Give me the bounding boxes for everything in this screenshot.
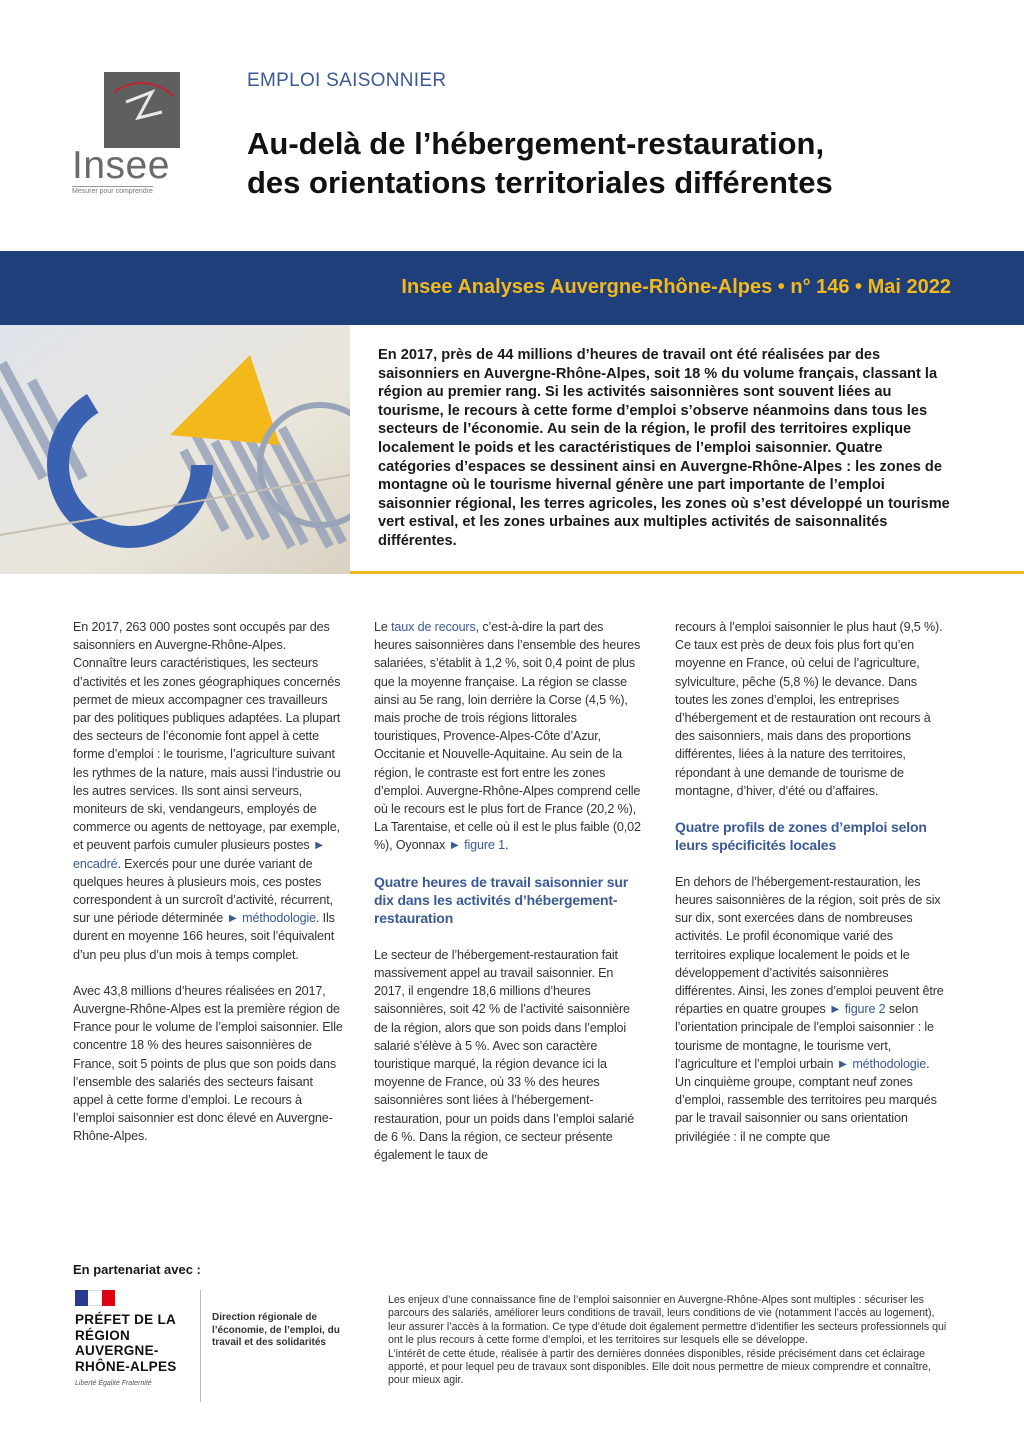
logo-word: Insee xyxy=(72,144,170,187)
text: , c’est-à-dire la part des heures saisonnières dans l’ensemble des heures salariées, s’établit à 1,2 %, soit 0,4 point de plus que la moyenne française. La région se classe ainsi au 5e rang, loin derrière la Corse (4,5 %), mais proche de trois régions littorales touristiques, Provence-Alpes-Côte d’Azur, Occitanie et Nouvelle-Aquitaine. Au sein de la région, le contraste est fort entre les zones d’emploi. Auvergne-Rhône-Alpes comprend celle où le recours est le plus fort de France (20,2 %), La Tarentaise, et celle où il est le plus faible (0,02 %), Oyonnax xyxy=(374,620,641,853)
figure-1-link[interactable]: ► figure 1 xyxy=(448,838,505,853)
paragraph: Avec 43,8 millions d’heures réalisées en 2017, Auvergne-Rhône-Alpes est la première région de France pour le volume de l’emploi saisonnier. Elle concentre 18 % des heures saisonnières de France, soit 5 points de plus que son poids dans l’ensemble des salariés des secteurs faisant appel à cette forme d’emploi. Le recours à l’emploi saisonnier est donc élevé en Auvergne-Rhône-Alpes. xyxy=(73,983,343,1144)
body-column-2 xyxy=(374,618,644,1182)
insee-logo xyxy=(72,72,180,196)
publication-reference: Insee Analyses Auvergne-Rhône-Alpes • n° 146 • Mai 2022 xyxy=(401,276,951,298)
body-column-1 xyxy=(73,618,343,1164)
paragraph: recours à l’emploi saisonnier le plus haut (9,5 %). Ce taux est près de deux fois plus fort qu’en moyenne en France, où celui de l’agriculture, sylviculture, pêche (5,8 %) le devance. Dans toutes les zones d’emploi, les entreprises d’hébergement et de restauration ont recours à des saisonniers, mais dans des proportions différentes, liées à la nature des territoires, répondant à une demande de tourisme de montagne, d’hiver, d’été ou d’affaires. xyxy=(675,620,943,798)
figure-2-link[interactable]: ► figure 2 xyxy=(829,1002,886,1017)
partnership-text xyxy=(388,1294,954,1388)
illustration-image xyxy=(0,325,350,574)
charts-photo-graphic xyxy=(0,325,350,574)
paragraph: Le secteur de l’hébergement-restauration fait massivement appel au travail saisonnier. En 2017, il engendre 18,6 millions d’heures saisonnières, soit 42 % de l’activité saisonnière de la région, alors que son poids dans l’emploi salarié s’élève à 5 %. Avec son caractère touristique marqué, la région devance ici la moyenne de France, où 33 % des heures saisonnières sont liées à l’hébergement-restauration, pour un poids dans l’emploi salarié de 6 %. Dans la région, ce secteur présente également le taux de xyxy=(374,947,635,1163)
body-column-3 xyxy=(675,618,945,1164)
logo-tagline: Mesurer pour comprendre xyxy=(72,188,153,195)
paragraph xyxy=(675,873,945,1146)
title-line-1: Au-delà de l’hébergement-restauration, xyxy=(247,126,825,161)
footer-divider xyxy=(200,1290,201,1402)
prefet-motto: Liberté Égalité Fraternité xyxy=(75,1380,152,1387)
text: . Un cinquième groupe, comptant neuf zones d’emploi, rassemble des territoires peu marqués par le travail saisonnier ou sans orientation privilégiée : il ne compte que xyxy=(675,1056,937,1144)
text: En dehors de l’hébergement-restauration, les heures saisonnières de la région, soit près de six sur dix, sont exercées dans de nombreuses activités. Le profil économique varié des territoires explique localement le poids et le développement d’activités saisonnières différentes. Ainsi, les zones d’emploi peuvent être réparties en quatre groupes xyxy=(675,874,944,1017)
insee-logo-graphic xyxy=(104,72,180,148)
section-heading: Quatre profils de zones d’emploi selon leurs spécificités locales xyxy=(675,819,927,854)
french-flag-icon xyxy=(75,1290,115,1306)
text: . Exercés pour une durée variant de quelques heures à plusieurs mois, ces postes correspondent à un surcroît d’activité, récurrent, sur une période déterminée xyxy=(73,856,333,926)
encadre-link[interactable]: ► encadré xyxy=(73,838,326,871)
title-line-2: des orientations territoriales différentes xyxy=(247,165,833,200)
section-heading: Quatre heures de travail saisonnier sur dix dans les activités d’hébergement-restauration xyxy=(374,873,629,927)
text: Le xyxy=(374,620,392,634)
prefet-logo xyxy=(75,1290,195,1388)
paragraph xyxy=(374,618,644,855)
partner-label: En partenariat avec : xyxy=(73,1262,201,1277)
category-label: EMPLOI SAISONNIER xyxy=(247,70,447,91)
methodologie-link[interactable]: ► méthodologie xyxy=(226,911,316,926)
summary-divider xyxy=(350,571,1024,574)
methodologie-link[interactable]: ► méthodologie xyxy=(836,1056,927,1071)
publication-band xyxy=(0,251,1024,325)
paragraph xyxy=(73,618,343,964)
paragraph: Les enjeux d’une connaissance fine de l’emploi saisonnier en Auvergne-Rhône-Alpes sont multiples : sécuriser les parcours des salariés, améliorer leurs conditions de travail, leurs conditions de vie (notamment l’accès au logement), leur assurer l’accès à la formation. Ce type d’étude doit également permettre d’identifier les secteurs professionnels qui ont le plus recours à cette forme d’emploi, et les territoires sur lesquels elle se développe. xyxy=(388,1294,947,1347)
text: En 2017, 263 000 postes sont occupés par des saisonniers en Auvergne-Rhône-Alpes. Connaître leurs caractéristiques, les secteurs d’activités et les zones géographiques concernés permet de mieux accompagner ces travailleurs par des politiques publiques adaptées. La plupart des secteurs de l’économie font appel à cette forme d’emploi : le tourisme, l’agriculture suivant les rythmes de la nature, mais aussi l’industrie ou les autres services. Ils sont ainsi serveurs, moniteurs de ski, vendangeurs, employés de commerce ou agents de nettoyage, par exemple, et peuvent parfois cumuler plusieurs postes xyxy=(73,620,341,853)
taux-de-recours-link[interactable]: taux de recours xyxy=(391,620,476,634)
paragraph: L’intérêt de cette étude, réalisée à partir des dernières données disponibles, réside précisément dans cet éclairage apporté, et pour lequel peu de travaux sont disponibles. Elle doit nous permettre de mieux comprendre et connaître, pour mieux agir. xyxy=(388,1347,931,1387)
page-title xyxy=(247,124,987,202)
text: . xyxy=(505,838,509,853)
prefet-name: PRÉFET DE LA RÉGION AUVERGNE-RHÔNE-ALPES xyxy=(75,1312,177,1374)
insee-logo-mark xyxy=(104,72,180,148)
text: . Ils durent en moyenne 166 heures, soit l’équivalent d’un peu plus d’un mois à temps complet. xyxy=(73,911,335,962)
dreets-name: Direction régionale de l’économie, de l’emploi, du travail et des solidarités xyxy=(212,1312,340,1348)
text: selon l’orientation principale de l’emploi saisonnier : le tourisme de montagne, le tourisme vert, l’agriculture et l’emploi urbain xyxy=(675,1002,934,1071)
summary-text: En 2017, près de 44 millions d’heures de travail ont été réalisées par des saisonniers en Auvergne-Rhône-Alpes, soit 18 % du volume français, classant la région au premier rang. Si les activités saisonnières sont souvent liées au tourisme, le recours à cette forme d’emploi s’observe néanmoins dans tous les secteurs de l’économie. Au sein de la région, le profil des territoires explique localement le poids et les caractéristiques de l’emploi saisonnier. Quatre catégories d’espaces se dessinent ainsi en Auvergne-Rhône-Alpes : les zones de montagne où le tourisme hivernal génère une part importante de l’emploi saisonnier régional, les terres agricoles, les zones où s’est développé un tourisme vert estival, et les zones urbaines aux multiples activités de saisonnalités différentes. xyxy=(378,347,950,549)
